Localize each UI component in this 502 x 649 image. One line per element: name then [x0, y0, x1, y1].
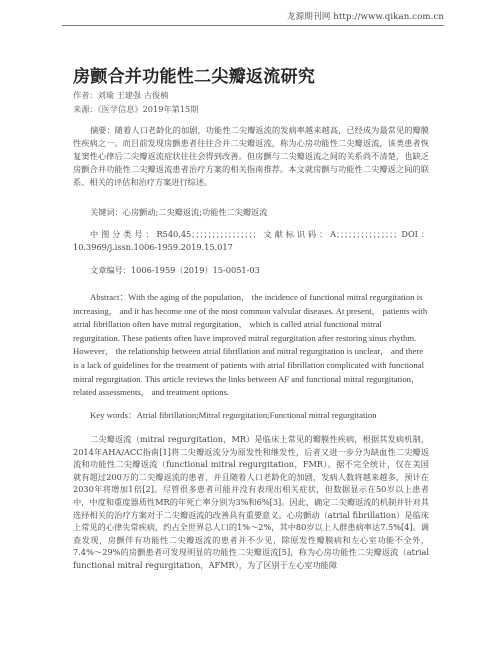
source-label: 来源：	[73, 104, 98, 114]
keywords-cn: 关键词：心房颤动;二尖瓣返流;功能性二尖瓣返流	[90, 207, 268, 217]
authors: 刘瑜 王建强 古俊楠	[97, 90, 169, 100]
authors-label: 作者：	[73, 90, 98, 100]
classification-line: 中图分类号：R540.45；；；；；；；；；；；；；；；；文献标识码：A；；；；；；；；；；；；；；；DOI：10.3969/j.issn.1006-1959.2019.15.017	[73, 229, 429, 253]
abstract-cn: 摘要：随着人口老龄化的加剧，功能性二尖瓣返流的发病率越来越高，已经成为最常见的瓣膜性疾病之一。而目前发现房颤患者往往合并二尖瓣返流，称为心房功能性二尖瓣返流，该类患者恢复窦性心律后二尖瓣返流症状往往会得到改善。但房颤与二尖瓣返流之间的关系尚不清楚，也缺乏房颤合并功能性二尖瓣返流患者治疗方案的相关指南推荐。本文就房颤与功能性二尖瓣返之间的联系、相关的评估和治疗方案进行综述。	[73, 125, 429, 188]
article-title: 房颤合并功能性二尖瓣返流研究	[73, 67, 316, 87]
source-line	[73, 104, 198, 115]
keywords-en: Key words：Atrial fibrillation;Mitral regurgitation;Functional mitral regurgitation	[90, 410, 377, 420]
source: 《医学信息》2019年第15期	[97, 104, 199, 114]
body-text: 二尖瓣返流（mitral regurgitation，MR）是临床上常见的瓣膜性疾病，根据其发病机制，2014年AHA/ACC指南[1]将二尖瓣返流分为原发性和继发性，后者又进一步分为缺血性二尖瓣返流和功能性二尖瓣返流（functional mitral regurgitation，FMR）。据不完全统计，仅在美国就有超过200万的二尖瓣返流的患者，并且随着人口老龄化的加剧，发病人数将越来越多，预计在2030年将增加1倍[2]。尽管很多患者可能并没有表现出相关症状，但数据显示在50岁以上患者中，中度和重度器质性MR的年死亡率分别为3%和6%[3]。因此，确定二尖瓣返流的机制并针对其选择相关的治疗方案对于二尖瓣返流的改善具有重要意义。心房颤动（atrial fibrillation）是临床上常见的心律失常疾病，约占全世界总人口的1%～2%，其中80岁以上人群患病率达7.5%[4]。调查发现，房颤伴有功能性二尖瓣返流的患者并不少见，除原发性瓣膜病和左心室功能不全外，7.4%～29%的房颤患者可发现明显的功能性二尖瓣返流[5]，称为心房功能性二尖瓣返流（atrial functional mitral regurgitation，AFMR），为了区别于左心室功能障	[73, 434, 429, 570]
article-number: 文章编号：1006-1959（2019）15-0051-03	[90, 265, 260, 275]
authors-line	[73, 90, 168, 101]
abstract-en: Abstract：With the aging of the population， the incidence of functional mitral regurgitation is increasing， and it has become one of the most common valvular diseases. At present， patients with atrial fibrillation often have mitral regurgitation， which is called atrial functional mitral regurgitation. These patients often have improved mitral regurgitation after restoring sinus rhythm. However， the relationship between atrial fibrillation and mitral regurgitation is unclear， and there is a lack of guidelines for the treatment of patients with atrial fibrillation complicated with functional mitral regurgitation. This article reviews the links between AF and functional mitral regurgitation， related assessments， and treatment options.	[73, 292, 428, 398]
header-divider	[62, 25, 444, 26]
site-header: 龙源期刊网 http://www.qikan.com.cn	[286, 12, 444, 22]
